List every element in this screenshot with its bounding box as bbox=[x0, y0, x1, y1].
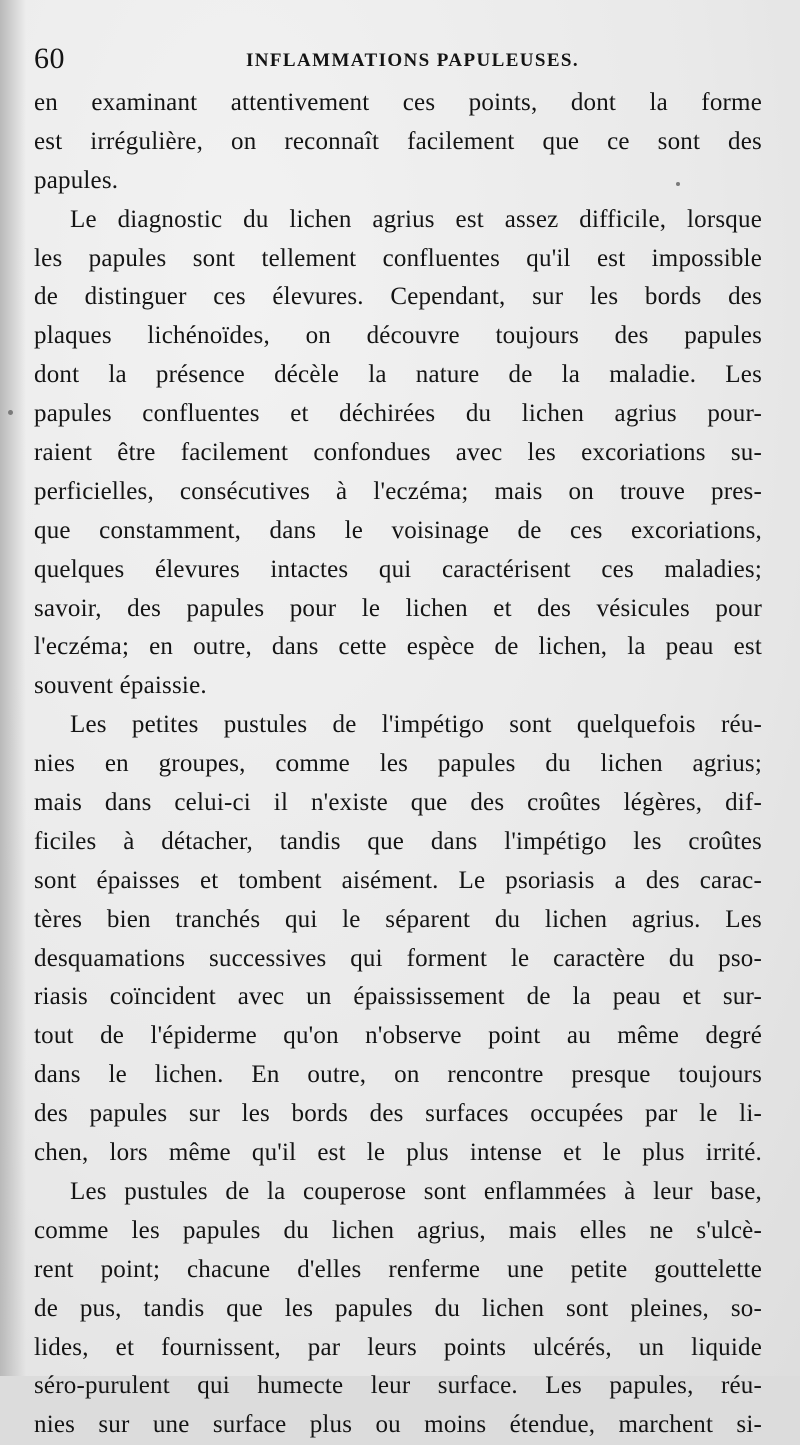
text-line: comme les papules du lichen agrius, mais elles ne s'ulcè- bbox=[34, 1216, 762, 1244]
text-line: chen, lors même qu'il est le plus intense et le plus irrité. bbox=[34, 1139, 762, 1167]
text-line: tères bien tranchés qui le séparent du lichen agrius. Les bbox=[34, 905, 762, 933]
text-line: dont la présence décèle la nature de la maladie. Les bbox=[34, 361, 762, 389]
body-text bbox=[34, 84, 762, 1445]
text-line: de pus, tandis que les papules du lichen sont pleines, so- bbox=[34, 1294, 762, 1322]
text-line: sont épaisses et tombent aisément. Le psoriasis a des carac- bbox=[34, 866, 762, 894]
text-line: nies sur une surface plus ou moins étendue, marchent si- bbox=[34, 1411, 762, 1439]
text-line: les papules sont tellement confluentes qu'il est impossible bbox=[34, 244, 762, 272]
text-line: perficielles, consécutives à l'eczéma; mais on trouve pres- bbox=[34, 477, 762, 505]
text-line: quelques élevures intactes qui caractérisent ces maladies; bbox=[34, 555, 762, 583]
text-line: riasis coïncident avec un épaississement de la peau et sur- bbox=[34, 983, 762, 1011]
text-line: ficiles à détacher, tandis que dans l'impétigo les croûtes bbox=[34, 827, 762, 855]
text-line: nies en groupes, comme les papules du lichen agrius; bbox=[34, 750, 762, 778]
page-header bbox=[30, 42, 770, 82]
text-line: en examinant attentivement ces points, dont la forme bbox=[34, 89, 762, 116]
text-line: l'eczéma; en outre, dans cette espèce de lichen, la peau est bbox=[34, 633, 762, 661]
running-head: INFLAMMATIONS PAPULEUSES. bbox=[246, 50, 580, 71]
text-line: séro-purulent qui humecte leur surface. Les papules, réu- bbox=[34, 1372, 762, 1400]
page-number: 60 bbox=[34, 42, 65, 75]
text-line: rent point; chacune d'elles renferme une petite gouttelette bbox=[34, 1255, 762, 1283]
text-line: lides, et fournissent, par leurs points ulcérés, un liquide bbox=[34, 1333, 762, 1361]
text-line: Le diagnostic du lichen agrius est assez difficile, lorsque bbox=[70, 205, 762, 233]
page-gutter-shadow bbox=[0, 0, 26, 1376]
text-line: mais dans celui-ci il n'existe que des croûtes légères, dif- bbox=[34, 789, 762, 817]
text-line: papules. bbox=[34, 166, 119, 194]
text-line: plaques lichénoïdes, on découvre toujours des papules bbox=[34, 322, 762, 350]
paper-speck bbox=[8, 410, 13, 415]
text-line: raient être facilement confondues avec les excoriations su- bbox=[34, 439, 762, 467]
text-line: de distinguer ces élevures. Cependant, sur les bords des bbox=[34, 283, 762, 311]
text-line: des papules sur les bords des surfaces occupées par le li- bbox=[34, 1100, 762, 1128]
text-line: papules confluentes et déchirées du lichen agrius pour- bbox=[34, 400, 762, 428]
text-line: Les petites pustules de l'impétigo sont quelquefois réu- bbox=[70, 711, 762, 739]
text-line: desquamations successives qui forment le caractère du pso- bbox=[34, 944, 762, 972]
text-line: savoir, des papules pour le lichen et des vésicules pour bbox=[34, 594, 762, 622]
text-line: souvent épaissie. bbox=[34, 672, 207, 700]
text-line: dans le lichen. En outre, on rencontre presque toujours bbox=[34, 1061, 762, 1089]
text-line: tout de l'épiderme qu'on n'observe point au même degré bbox=[34, 1022, 762, 1050]
paper-speck bbox=[676, 182, 680, 186]
text-line: que constamment, dans le voisinage de ces excoriations, bbox=[34, 516, 762, 544]
text-line: est irrégulière, on reconnaît facilement que ce sont des bbox=[34, 127, 762, 155]
text-line: Les pustules de la couperose sont enflammées à leur base, bbox=[70, 1177, 762, 1205]
